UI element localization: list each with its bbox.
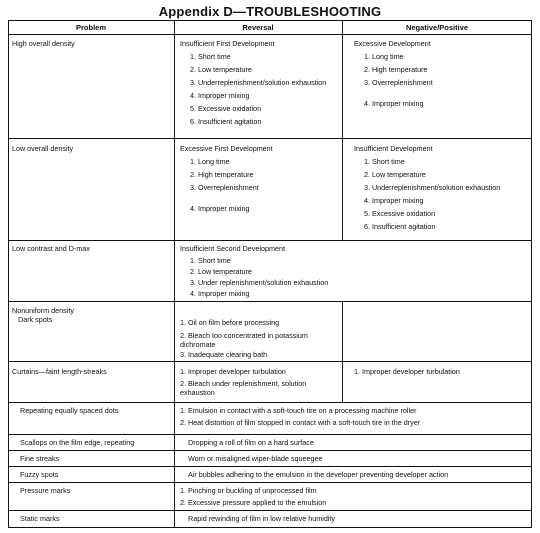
cause-heading: Excessive First Development bbox=[180, 144, 273, 153]
page-title: Appendix D—TROUBLESHOOTING bbox=[158, 4, 382, 19]
reversal-cell: Rapid rewinding of film in low relative humidity bbox=[188, 514, 336, 523]
problem-cell: Fine streaks bbox=[20, 454, 60, 463]
cause-item: 3. Under replenishment/solution exhaustion bbox=[190, 278, 329, 287]
problem-cell: Static marks bbox=[20, 514, 60, 523]
rule-row8 bbox=[8, 466, 532, 467]
rule-row9 bbox=[8, 482, 532, 483]
cause-item: 6. Insufficient agitation bbox=[364, 222, 436, 231]
cause-heading: Excessive Development bbox=[354, 39, 431, 48]
cause-item: 3. Inadequate clearing bath bbox=[180, 350, 268, 359]
cause-item: 1. Long time bbox=[364, 52, 404, 61]
negpos-cell bbox=[354, 367, 526, 376]
reversal-cell: Dropping a roll of film on a hard surface bbox=[188, 438, 314, 447]
problem-cell: Curtains—faint length-streaks bbox=[12, 367, 107, 376]
rule-header bbox=[8, 34, 532, 35]
problem-cell: Scallops on the film edge, repeating bbox=[20, 438, 135, 447]
problem-cell: Low contrast and D-max bbox=[12, 244, 90, 253]
rule-row7 bbox=[8, 450, 532, 451]
reversal-cell bbox=[180, 367, 338, 397]
cause-item: 1. Pinching or buckling of unprocessed film bbox=[180, 486, 317, 495]
rule-col2-upper bbox=[342, 20, 343, 241]
negpos-cell bbox=[354, 144, 526, 235]
cause-item: 4. Improper mixing bbox=[190, 289, 250, 298]
cause-item: 6. Insufficient agitation bbox=[190, 117, 262, 126]
problem-cell bbox=[12, 306, 170, 324]
rule-row10 bbox=[8, 510, 532, 511]
negpos-cell bbox=[354, 39, 526, 112]
cause-item: 5. Excessive oxidation bbox=[190, 104, 262, 113]
rule-row4 bbox=[8, 361, 532, 362]
troubleshooting-table bbox=[8, 20, 532, 528]
cause-item: 3. Underreplenishment/solution exhaustion bbox=[364, 183, 501, 192]
reversal-cell bbox=[180, 406, 528, 427]
cause-item: 2. Low temperature bbox=[190, 267, 252, 276]
rule-row3 bbox=[8, 301, 532, 302]
problem-subtext: Dark spots bbox=[18, 315, 53, 324]
cause-item: 2. High temperature bbox=[364, 65, 428, 74]
rule-row6 bbox=[8, 434, 532, 435]
reversal-cell: Air bubbles adhering to the emulsion in the developer preventing developer action bbox=[188, 470, 449, 479]
cause-item: 2. Low temperature bbox=[190, 65, 252, 74]
cause-item: 3. Underreplenishment/solution exhaustion bbox=[190, 78, 327, 87]
problem-cell: Low overall density bbox=[12, 144, 74, 153]
rule-col2-lower bbox=[342, 301, 343, 403]
cause-item: 2. Bleach too concentrated in potassium dichromate bbox=[180, 331, 308, 349]
problem-cell: Repeating equally spaced dots bbox=[20, 406, 119, 415]
cause-heading: Insufficient Development bbox=[354, 144, 433, 153]
cause-item: 5. Excessive oxidation bbox=[364, 209, 436, 218]
cause-item: 4. Improper mixing bbox=[364, 196, 424, 205]
cause-item: 1. Emulsion in contact with a soft-touch tire on a processing machine roller bbox=[180, 406, 417, 415]
cause-heading: Insufficient First Development bbox=[180, 39, 275, 48]
reversal-cell bbox=[180, 318, 338, 359]
cause-item: 1. Short time bbox=[190, 256, 231, 265]
rule-left bbox=[8, 20, 9, 528]
cause-item: 1. Oil on film before processing bbox=[180, 318, 280, 327]
header-negative-positive: Negative/Positive bbox=[405, 23, 469, 32]
cause-item: 1. Improper developer turbulation bbox=[354, 367, 460, 376]
cause-item: 2. Heat distortion of film stopped in contact with a soft-touch tire in the dryer bbox=[180, 418, 421, 427]
cause-item: 2. High temperature bbox=[190, 170, 254, 179]
rule-right bbox=[531, 20, 532, 528]
rule-row1 bbox=[8, 138, 532, 139]
header-problem: Problem bbox=[75, 23, 106, 32]
cause-item: 2. Excessive pressure applied to the emulsion bbox=[180, 498, 327, 507]
problem-cell: Fuzzy spots bbox=[20, 470, 59, 479]
cause-item: 4. Improper mixing bbox=[190, 204, 250, 213]
cause-item: 4. Improper mixing bbox=[364, 99, 424, 108]
reversal-cell bbox=[180, 486, 528, 507]
cause-item: 1. Long time bbox=[190, 157, 230, 166]
problem-text: Nonuniform density bbox=[12, 306, 74, 315]
cause-item: 1. Improper developer turbulation bbox=[180, 367, 286, 376]
cause-item: 1. Short time bbox=[364, 157, 405, 166]
rule-col1 bbox=[174, 20, 175, 528]
reversal-cell bbox=[180, 39, 338, 130]
cause-heading: Insufficient Second Development bbox=[180, 244, 285, 253]
header-reversal: Reversal bbox=[242, 23, 274, 32]
reversal-cell bbox=[180, 244, 520, 300]
reversal-cell bbox=[180, 144, 338, 217]
cause-item: 4. Improper mixing bbox=[190, 91, 250, 100]
cause-item: 3. Overreplenishment bbox=[364, 78, 433, 87]
cause-item: 3. Overreplenishment bbox=[190, 183, 259, 192]
cause-item: 1. Short time bbox=[190, 52, 231, 61]
problem-cell: High overall density bbox=[12, 39, 75, 48]
rule-row2 bbox=[8, 240, 532, 241]
reversal-cell: Worn or misaligned wiper-blade squeegee bbox=[188, 454, 323, 463]
rule-row5 bbox=[8, 402, 532, 403]
rule-bottom bbox=[8, 527, 532, 528]
cause-item: 2. Bleach under replenishment, solution exhaustion bbox=[180, 379, 307, 397]
problem-cell: Pressure marks bbox=[20, 486, 71, 495]
cause-item: 2. Low temperature bbox=[364, 170, 426, 179]
